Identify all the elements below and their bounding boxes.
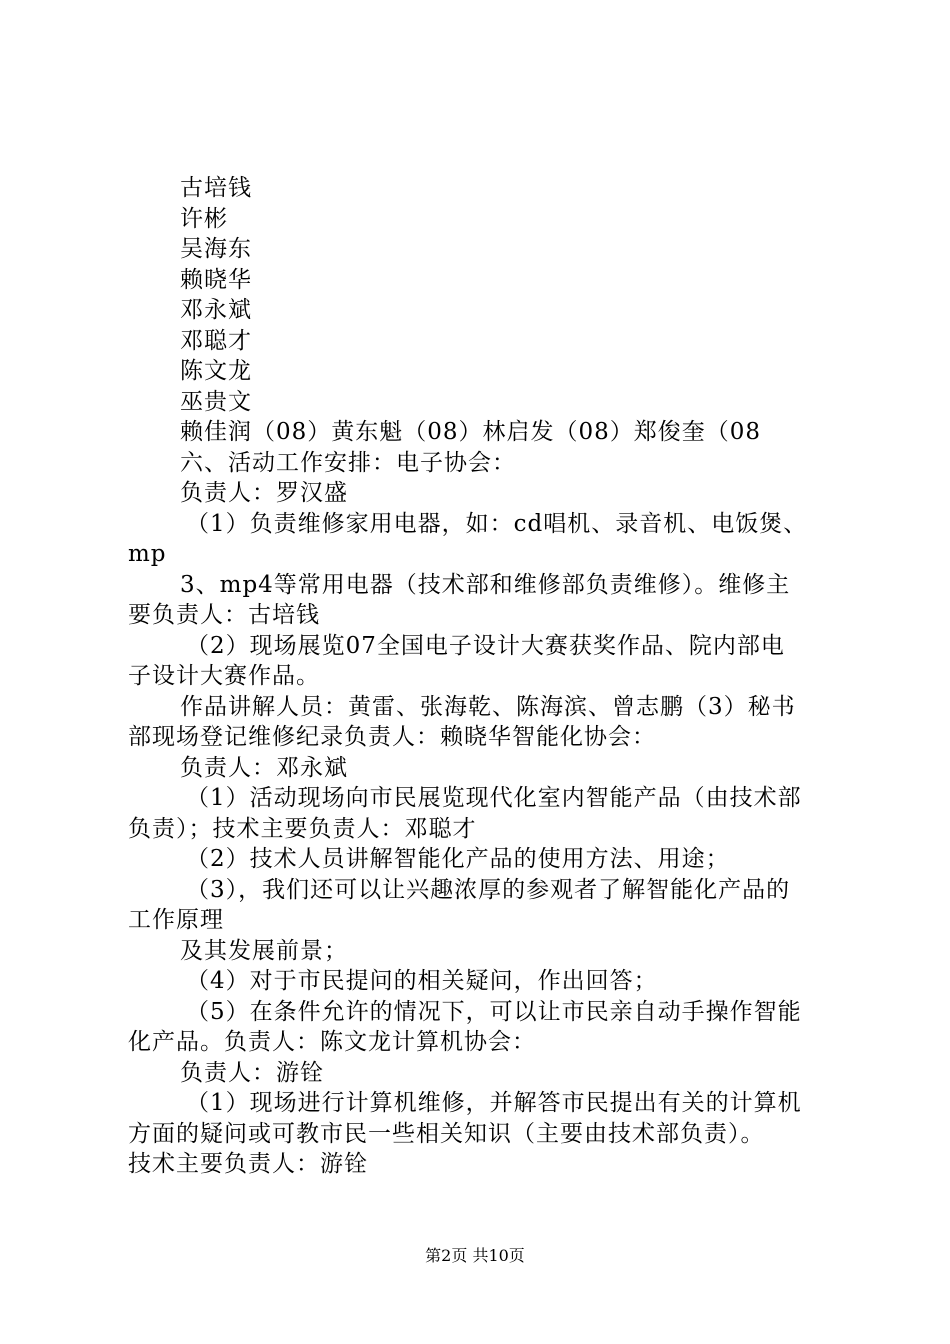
text-line: mp	[128, 541, 167, 567]
text-line: 巫贵文	[180, 388, 252, 415]
text-line: 邓永斌	[180, 297, 252, 323]
document-body	[128, 173, 833, 1180]
text-line: 负责人：邓永斌	[180, 754, 348, 781]
text-line: 陈文龙	[180, 358, 252, 384]
text-line: 负责）；技术主要负责人：邓聪才	[128, 815, 477, 842]
section-heading: 六、活动工作安排：电子协会：	[180, 449, 516, 476]
text-line: 方面的疑问或可教市民一些相关知识（主要由技术部负责）。	[128, 1120, 765, 1147]
text-line: 部现场登记维修纪录负责人：赖晓华智能化协会：	[128, 724, 656, 750]
text-line: 负责人：游铨	[180, 1059, 324, 1086]
text-line: （2）技术人员讲解智能化产品的使用方法、用途；	[186, 846, 730, 872]
text-line: 负责人：罗汉盛	[180, 480, 348, 506]
text-line: 作品讲解人员：黄雷、张海乾、陈海滨、曾志鹏（3）秘书	[180, 693, 796, 720]
text-line: （1）现场进行计算机维修，并解答市民提出有关的计算机	[186, 1090, 802, 1116]
text-line: （4）对于市民提问的相关疑问，作出回答；	[186, 968, 658, 994]
text-line: 赖晓华	[180, 266, 252, 293]
text-line: 古培钱	[180, 175, 252, 201]
page-number-footer: 第2页 共10页	[425, 1246, 525, 1265]
text-line: 3、mp4等常用电器（技术部和维修部负责维修）。维修主	[180, 571, 791, 598]
text-line: 邓聪才	[180, 327, 252, 354]
text-line: 及其发展前景；	[180, 937, 348, 964]
text-line: （2）现场展览07全国电子设计大赛获奖作品、院内部电	[186, 632, 785, 659]
text-line: 要负责人：古培钱	[128, 602, 320, 628]
text-line: （1）活动现场向市民展览现代化室内智能产品（由技术部	[186, 785, 802, 811]
text-line: 许彬	[180, 205, 228, 232]
text-line: 工作原理	[128, 907, 224, 933]
text-line: 化产品。负责人：陈文龙计算机协会：	[128, 1029, 536, 1055]
text-line: 吴海东	[180, 236, 252, 262]
text-line: （3），我们还可以让兴趣浓厚的参观者了解智能化产品的	[186, 876, 791, 903]
text-line: （5）在条件允许的情况下，可以让市民亲自动手操作智能	[186, 998, 802, 1025]
text-line: （1）负责维修家用电器，如：cd唱机、录音机、电饭煲、	[186, 510, 808, 537]
text-line: 赖佳润（08）黄东魁（08）林启发（08）郑俊奎（08	[180, 419, 762, 445]
text-line: 技术主要负责人：游铨	[128, 1151, 368, 1177]
text-line: 子设计大赛作品。	[128, 663, 320, 689]
